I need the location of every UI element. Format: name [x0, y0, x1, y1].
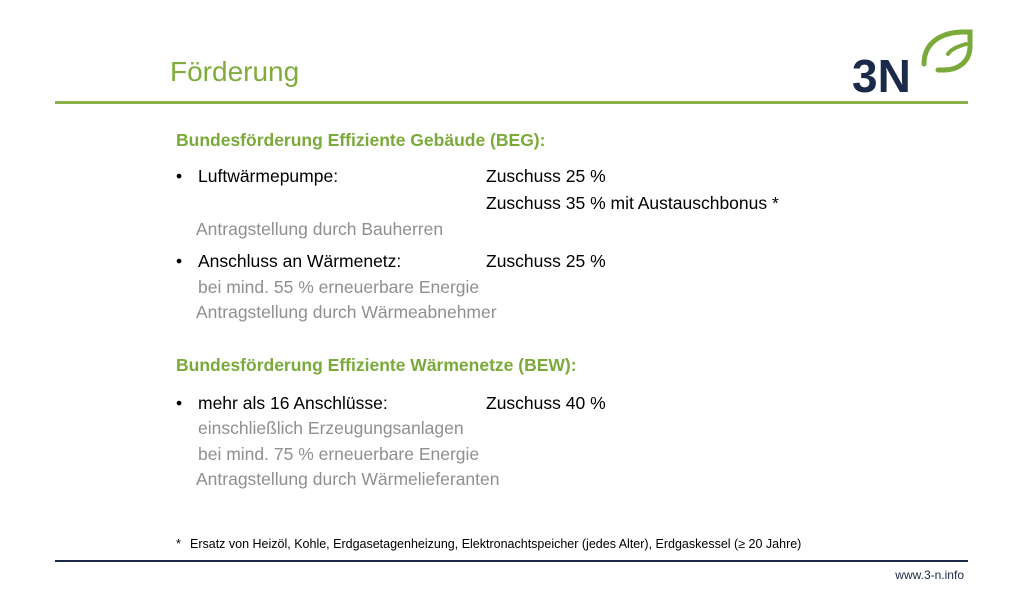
beg-bullet1-value2: Zuschuss 35 % mit Austauschbonus * [486, 193, 779, 213]
bullet-icon: • [176, 393, 183, 413]
beg-bullet2-label: Anschluss an Wärmenetz: [198, 251, 402, 271]
company-logo [852, 24, 974, 96]
beg-heading: Bundesförderung Effiziente Gebäude (BEG): [176, 130, 546, 150]
bew-note1: einschließlich Erzeugungsanlagen [198, 418, 464, 438]
logo-text: 3N [852, 50, 911, 96]
beg-bullet1-label: Luftwärmepumpe: [198, 166, 339, 186]
bullet-icon: • [176, 251, 183, 271]
page-title: Förderung [170, 56, 300, 87]
bew-note2: bei mind. 75 % erneuerbare Energie [198, 444, 480, 464]
header-divider [55, 101, 968, 104]
bew-heading: Bundesförderung Effiziente Wärmenetze (BEW): [176, 355, 577, 375]
beg-bullet1-value1: Zuschuss 25 % [486, 166, 606, 186]
website-link[interactable]: www.3-n.info [895, 568, 964, 582]
footer-divider [55, 560, 968, 562]
bullet-icon: • [176, 166, 183, 186]
bew-bullet1-value: Zuschuss 40 % [486, 393, 606, 413]
footnote-marker: * [176, 537, 181, 551]
bew-note3: Antragstellung durch Wärmelieferanten [196, 469, 500, 489]
beg-bullet1-note: Antragstellung durch Bauherren [196, 219, 444, 239]
beg-bullet2-value: Zuschuss 25 % [486, 251, 606, 271]
footnote-text: Ersatz von Heizöl, Kohle, Erdgasetagenheizung, Elektronachtspeicher (jedes Alter), Erdgaskessel (≥ 20 Jahre) [190, 537, 802, 551]
bew-bullet1-label: mehr als 16 Anschlüsse: [198, 393, 388, 413]
beg-bullet2-note1: bei mind. 55 % erneuerbare Energie [198, 277, 480, 297]
beg-bullet2-note2: Antragstellung durch Wärmeabnehmer [196, 302, 497, 322]
